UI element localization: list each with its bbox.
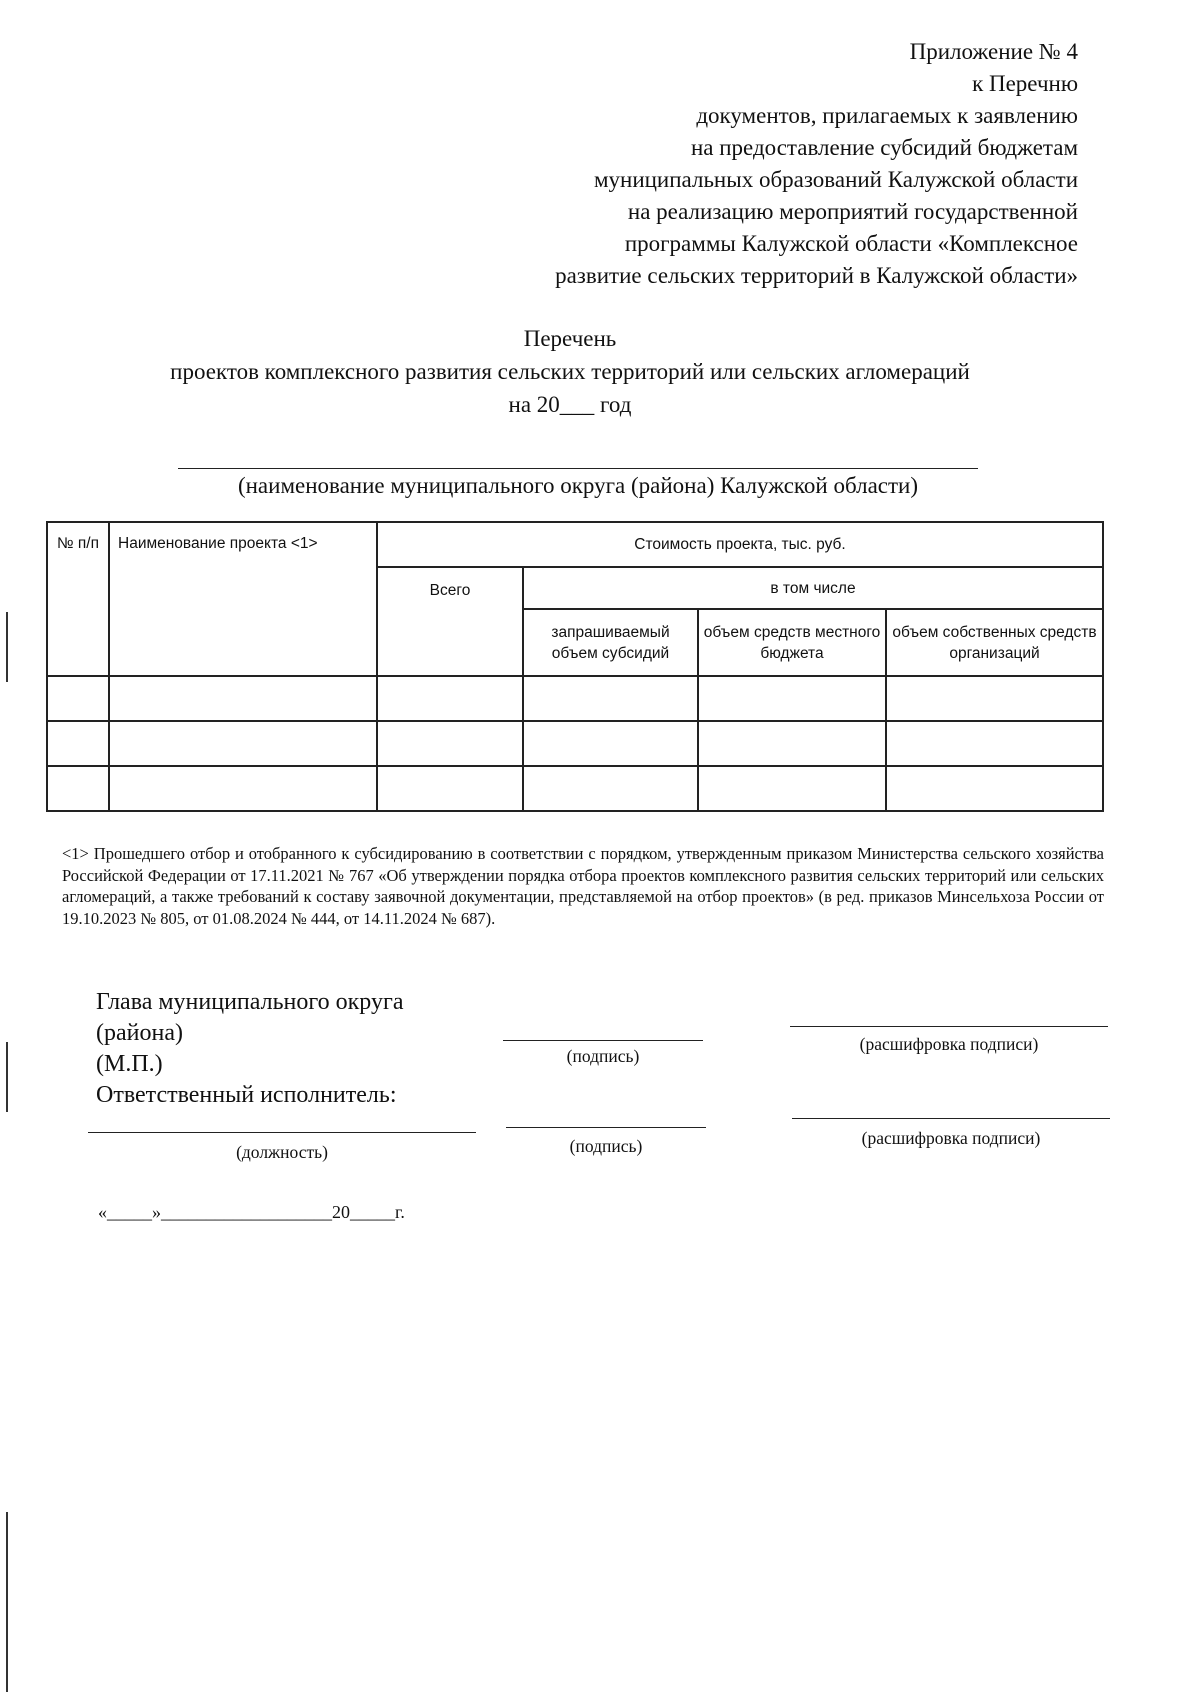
table-row — [47, 676, 1103, 721]
executor-decoding-caption: (расшифровка подписи) — [861, 1128, 1041, 1148]
header-number: № п/п — [47, 522, 109, 676]
header-total: Всего — [377, 567, 523, 676]
header-project-name: Наименование проекта <1> — [109, 522, 377, 676]
table-row — [47, 721, 1103, 766]
appendix-line: развитие сельских территорий в Калужской области» — [555, 263, 1078, 288]
title-line: Перечень — [523, 326, 617, 351]
table-cell[interactable] — [886, 676, 1103, 721]
executor-label: Ответственный исполнитель: — [96, 1082, 397, 1108]
table-cell[interactable] — [47, 676, 109, 721]
scan-margin-mark — [6, 1512, 8, 1692]
scan-margin-mark — [6, 1042, 8, 1112]
table-cell[interactable] — [523, 721, 698, 766]
table-cell[interactable] — [109, 766, 377, 811]
title-year-line: на 20___ год — [508, 392, 632, 417]
executor-signature-line[interactable] — [506, 1127, 706, 1128]
head-title-line: Глава муниципального округа — [96, 989, 404, 1015]
title-line: проектов комплексного развития сельских территорий или сельских агломераций — [170, 359, 970, 384]
document-title — [0, 322, 1140, 421]
table-cell[interactable] — [698, 721, 886, 766]
appendix-line: на предоставление субсидий бюджетам — [690, 135, 1078, 160]
executor-decoding-line[interactable] — [792, 1118, 1110, 1119]
table-cell[interactable] — [698, 676, 886, 721]
table-cell[interactable] — [109, 676, 377, 721]
appendix-header — [378, 36, 1078, 292]
table-cell[interactable] — [377, 721, 523, 766]
appendix-line: Приложение № 4 — [909, 39, 1078, 64]
executor-position-line[interactable] — [88, 1132, 476, 1133]
head-decoding-caption: (расшифровка подписи) — [859, 1034, 1039, 1054]
table-cell[interactable] — [377, 676, 523, 721]
header-local-budget: объем средств местного бюджета — [698, 609, 886, 676]
projects-table — [46, 521, 1104, 812]
header-requested-subsidy: запрашиваемый объем субсидий — [523, 609, 698, 676]
head-signature-caption: (подпись) — [566, 1046, 640, 1066]
municipality-fill-line[interactable] — [178, 468, 978, 469]
executor-signature-caption: (подпись) — [569, 1136, 643, 1156]
table-cell[interactable] — [523, 766, 698, 811]
table-cell[interactable] — [523, 676, 698, 721]
signature-block — [96, 987, 404, 1111]
municipality-caption: (наименование муниципального округа (района) Калужской области) — [237, 473, 919, 498]
table-cell[interactable] — [109, 721, 377, 766]
head-signature-line[interactable] — [503, 1040, 703, 1041]
appendix-line: на реализацию мероприятий государственной — [627, 199, 1078, 224]
header-including: в том числе — [523, 567, 1103, 609]
stamp-label: (М.П.) — [96, 1051, 163, 1077]
appendix-line: муниципальных образований Калужской области — [593, 167, 1078, 192]
header-own-funds: объем собственных средств организаций — [886, 609, 1103, 676]
table-cell[interactable] — [377, 766, 523, 811]
date-field[interactable]: «_____»___________________20_____г. — [98, 1202, 405, 1222]
header-project-cost: Стоимость проекта, тыс. руб. — [377, 522, 1103, 567]
head-title-line: (района) — [96, 1020, 183, 1046]
appendix-line: программы Калужской области «Комплексное — [624, 231, 1078, 256]
table-cell[interactable] — [886, 766, 1103, 811]
table-cell[interactable] — [886, 721, 1103, 766]
head-decoding-line[interactable] — [790, 1026, 1108, 1027]
appendix-line: документов, прилагаемых к заявлению — [696, 103, 1078, 128]
table-cell[interactable] — [47, 766, 109, 811]
footnote: <1> Прошедшего отбор и отобранного к субсидированию в соответствии с порядком, утвержденным приказом Министерства сельского хозяйства Российской Федерации от 17.11.2021 № 767 «Об утверждении порядка отбора проектов комплексного развития сельских территорий или сельских агломераций, а также требований к составу заявочной документации, представляемой на отбор проектов» (в ред. приказов Минсельхоза России от 19.10.2023 № 805, от 01.08.2024 № 444, от 14.11.2024 № 687). — [62, 844, 1104, 928]
table-row — [47, 766, 1103, 811]
table-cell[interactable] — [698, 766, 886, 811]
executor-position-caption: (должность) — [236, 1142, 328, 1162]
scan-margin-mark — [6, 612, 8, 682]
table-cell[interactable] — [47, 721, 109, 766]
appendix-line: к Перечню — [972, 71, 1078, 96]
